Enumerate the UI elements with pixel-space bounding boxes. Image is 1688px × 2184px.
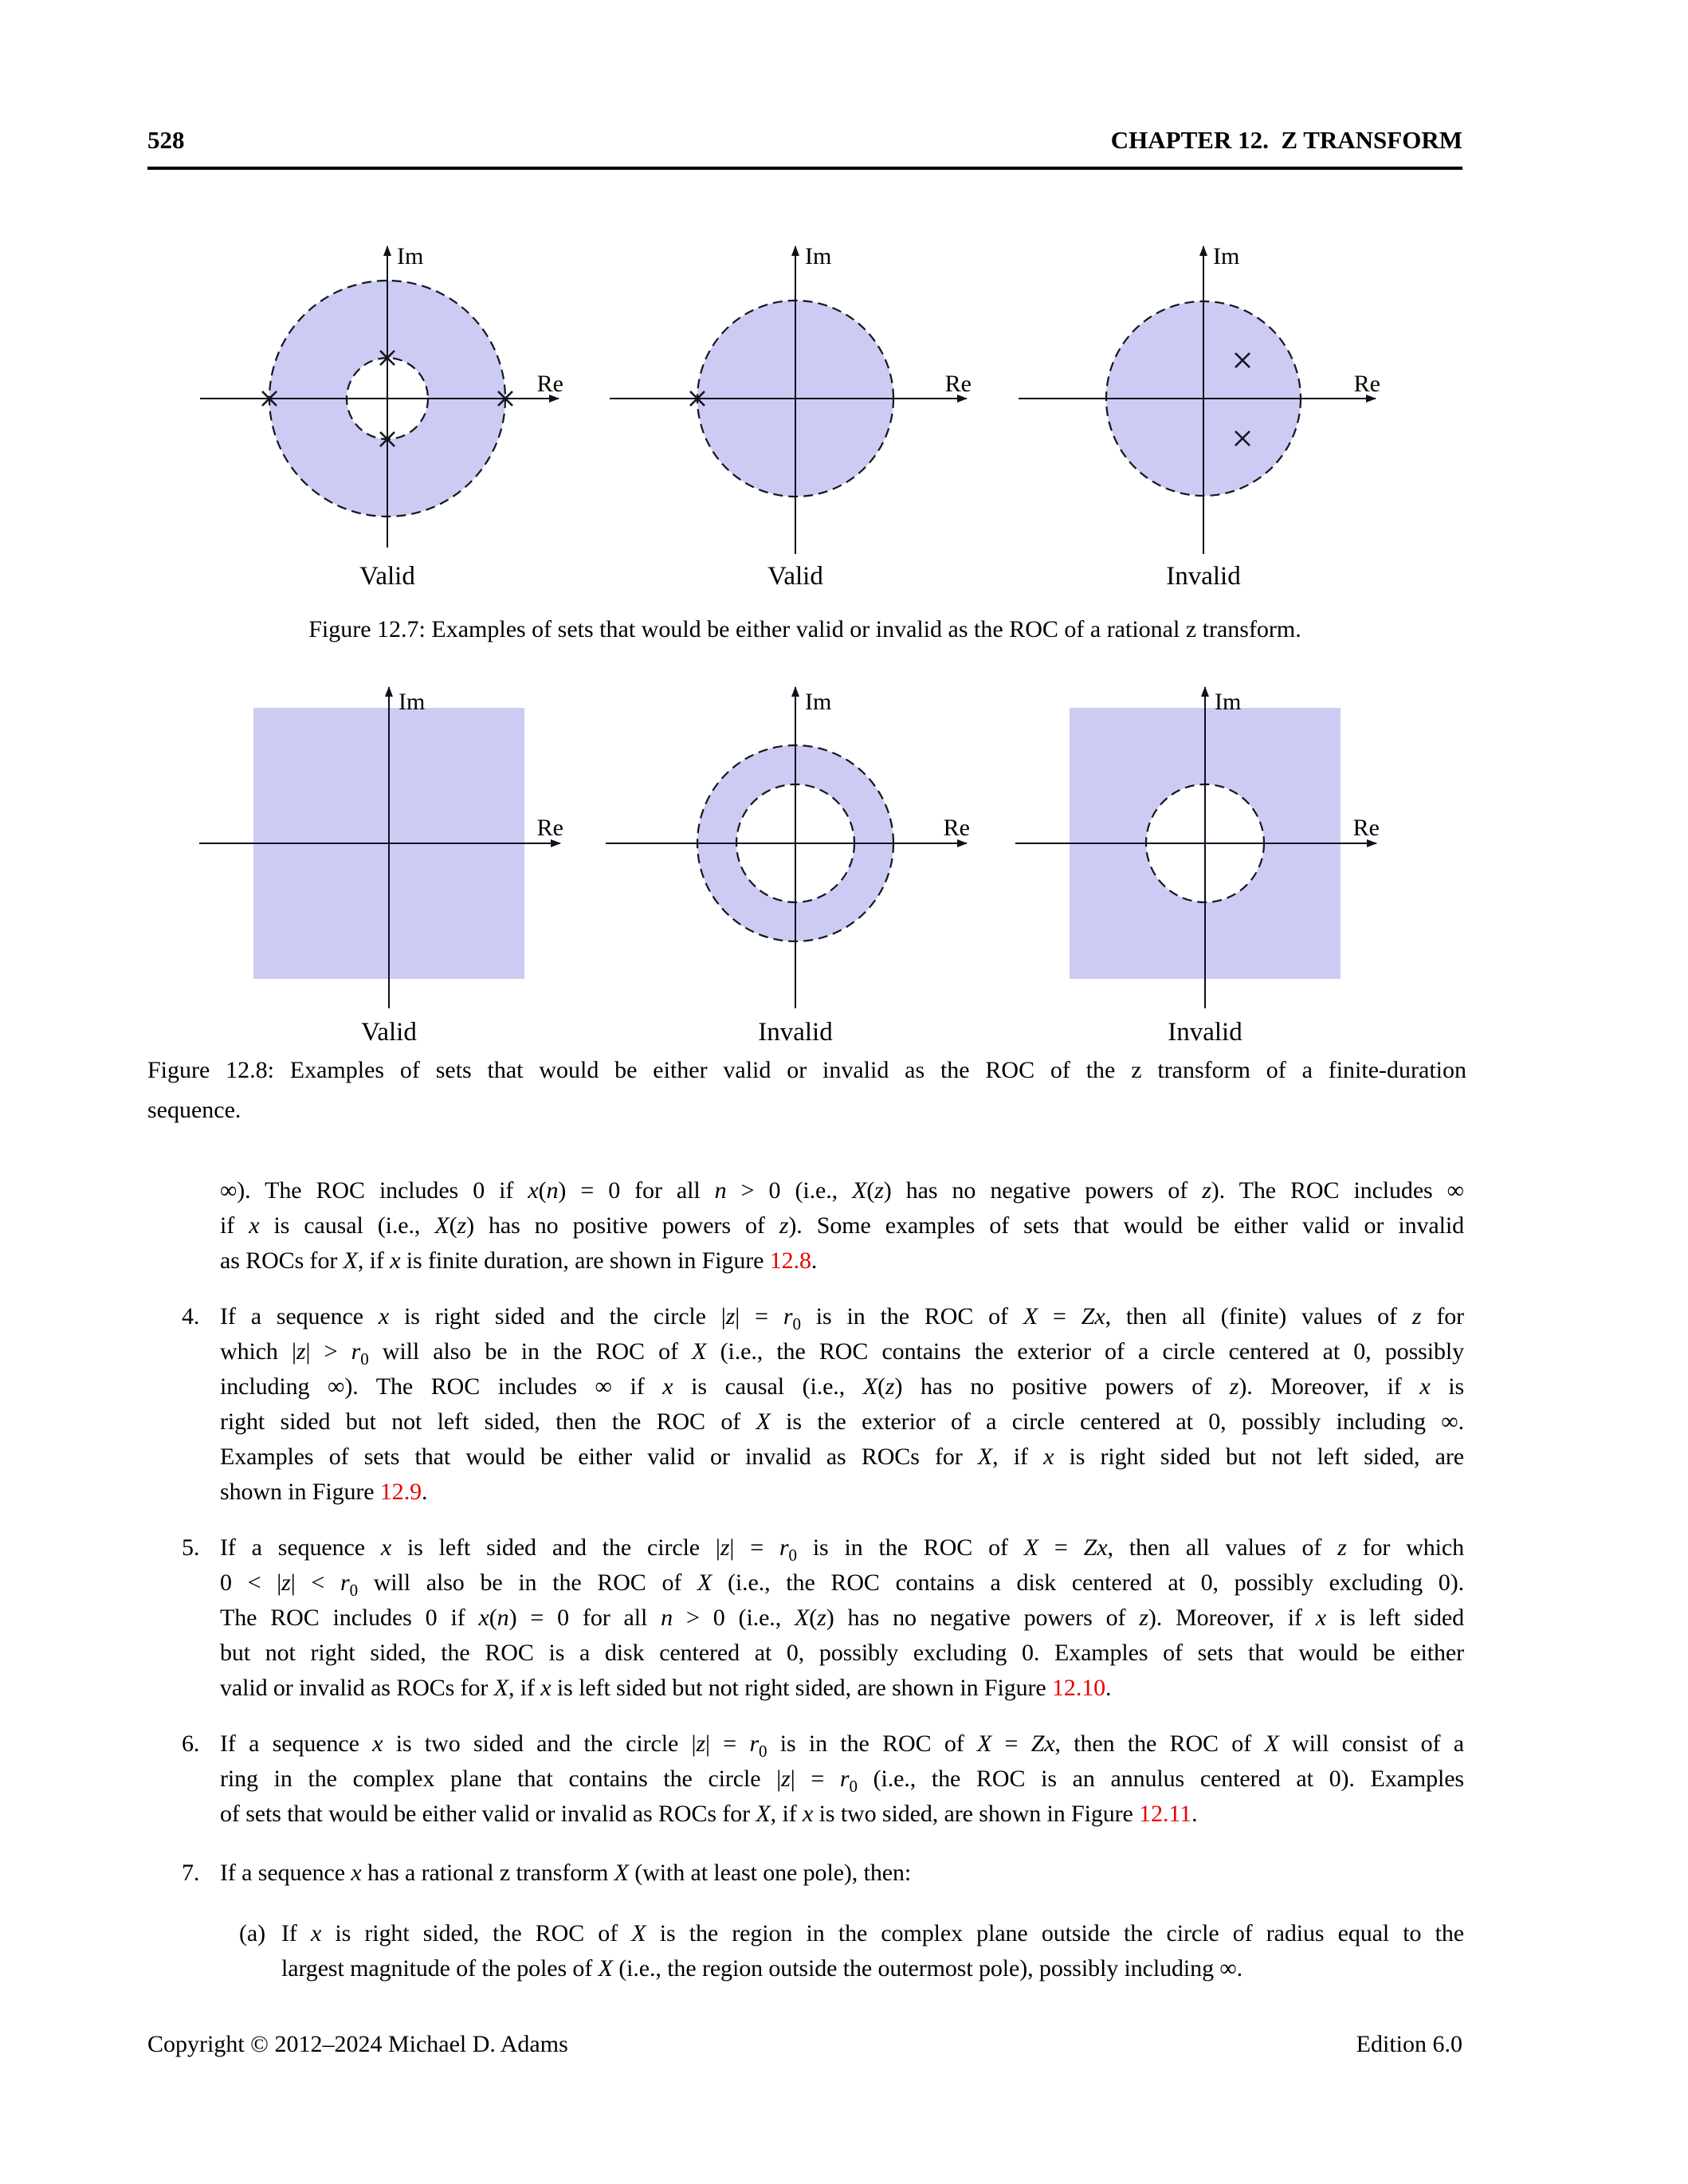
text-line: if x is causal (i.e., X(z) has no positive powers of z). Some examples of sets that would be either valid or invalid [220, 1212, 1464, 1239]
im-axis-label: Im [1213, 243, 1240, 269]
page-number: 528 [147, 126, 185, 154]
subitem-number: (a) [239, 1920, 265, 1946]
figure-12-8-caption [147, 1051, 1466, 1130]
list-item-4 [147, 1299, 1464, 1510]
roc-diagram-annulus-with-poles [186, 227, 596, 602]
validity-label: Invalid [1168, 1018, 1242, 1047]
text-line: Examples of sets that would be either valid or invalid as ROCs for X, if x is right sided but not left sided, are [220, 1444, 1464, 1470]
im-axis-label: Im [397, 243, 424, 269]
text-line: Figure 12.8: Examples of sets that would be either valid or invalid as the ROC of the z transform of a finite-duration [147, 1057, 1466, 1083]
re-axis-label: Re [944, 371, 972, 397]
re-axis-label: Re [1353, 371, 1380, 397]
item-text [220, 1856, 1464, 1891]
edition-label: Edition 6.0 [1356, 2031, 1462, 2057]
im-axis-label: Im [805, 689, 832, 715]
text-line: but not right sided, the ROC is a disk centered at 0, possibly excluding 0. Examples of sets that would be either [220, 1640, 1464, 1666]
roc-diagram-filled-square [187, 670, 598, 1047]
text-line: shown in Figure 12.9. [220, 1479, 428, 1505]
item-text [220, 1299, 1464, 1510]
figure-12-7-caption: Figure 12.7: Examples of sets that would be either valid or invalid as the ROC of a rational z transform. [308, 616, 1301, 642]
copyright-notice: Copyright © 2012–2024 Michael D. Adams [147, 2031, 568, 2057]
svg-defs [0, 0, 2, 2]
list-item-7 [147, 1856, 1464, 1891]
text-line: as ROCs for X, if x is finite duration, are shown in Figure 12.8. [220, 1247, 818, 1274]
validity-label: Invalid [758, 1018, 833, 1047]
roc-diagram-annulus [594, 670, 1004, 1047]
text-line: If a sequence x has a rational z transform X (with at least one pole), then: [220, 1860, 912, 1886]
text-line: right sided but not left sided, then the ROC of X is the exterior of a circle centered at 0, possibly including ∞. [220, 1408, 1464, 1435]
im-axis-label: Im [398, 689, 426, 715]
text-line: $0 < |z| < r_0$ will also be in the ROC of X (i.e., the ROC contains a disk centered at 0, possibly excluding 0). [220, 1569, 1464, 1600]
item-number: 7. [182, 1860, 200, 1886]
header-rule [147, 167, 1462, 170]
page-footer [147, 2031, 1462, 2058]
item-number: 4. [182, 1303, 200, 1330]
re-axis-label: Re [943, 815, 970, 841]
list-subitem-a [147, 1916, 1464, 1986]
list-item-6 [147, 1726, 1464, 1832]
validity-label: Valid [359, 562, 415, 591]
subitem-text [281, 1916, 1464, 1986]
text-line: which $|z| > r_0$ will also be in the ROC of X (i.e., the ROC contains the exterior of a circle centered at 0, possibly [220, 1338, 1464, 1369]
chapter-title: CHAPTER 12. Z TRANSFORM [1110, 126, 1462, 154]
text-line: largest magnitude of the poles of X (i.e., the region outside the outermost pole), possibly including ∞. [281, 1955, 1243, 1982]
item-number: 5. [182, 1534, 200, 1561]
re-axis-label: Re [536, 371, 563, 397]
item-text [220, 1530, 1464, 1706]
validity-label: Invalid [1166, 562, 1241, 591]
re-axis-label: Re [536, 815, 563, 841]
text-line: If a sequence x is two sided and the circle $|z| = r_0$ is in the ROC of X = Zx, then the ROC of X will consist of a [220, 1730, 1464, 1761]
roc-diagram-disk-interior-poles [1003, 227, 1413, 602]
paragraph-continuation [147, 1173, 1464, 1279]
text-line: If a sequence x is left sided and the circle $|z| = r_0$ is in the ROC of X = Zx, then all values of z for which [220, 1534, 1465, 1565]
list-item-5 [147, 1530, 1464, 1706]
text-line: ∞). The ROC includes 0 if x(n) = 0 for all n > 0 (i.e., X(z) has no negative powers of z). The ROC includes ∞ [220, 1177, 1464, 1204]
validity-label: Valid [767, 562, 823, 591]
roc-diagram-disk-pole-on-boundary [594, 227, 1004, 602]
text-line: of sets that would be either valid or invalid as ROCs for X, if x is two sided, are shown in Figure 12.11. [220, 1801, 1198, 1827]
text-line: sequence. [147, 1097, 241, 1123]
item-text [220, 1726, 1464, 1832]
text-line: ring in the complex plane that contains the circle $|z| = r_0$ (i.e., the ROC is an annulus centered at 0). Examples [220, 1766, 1464, 1796]
text-line: If x is right sided, the ROC of X is the region in the complex plane outside the circle of radius equal to the [281, 1920, 1464, 1946]
running-header [147, 126, 1462, 155]
text-line: valid or invalid as ROCs for X, if x is left sided but not right sided, are shown in Figure 12.10. [220, 1675, 1112, 1701]
item-number: 6. [182, 1730, 200, 1757]
im-axis-label: Im [1215, 689, 1242, 715]
re-axis-label: Re [1352, 815, 1380, 841]
text-line: If a sequence x is right sided and the circle $|z| = r_0$ is in the ROC of X = Zx, then all (finite) values of z for [220, 1303, 1464, 1334]
text-line: including ∞). The ROC includes ∞ if x is causal (i.e., X(z) has no positive powers of z). Moreover, if x is [220, 1373, 1465, 1400]
validity-label: Valid [361, 1018, 417, 1047]
im-axis-label: Im [805, 243, 832, 269]
roc-diagram-square-with-hole [1003, 670, 1413, 1047]
text-line: The ROC includes 0 if x(n) = 0 for all n > 0 (i.e., X(z) has no negative powers of z). Moreover, if x is left sided [220, 1605, 1464, 1631]
body-text [147, 1173, 1464, 1986]
